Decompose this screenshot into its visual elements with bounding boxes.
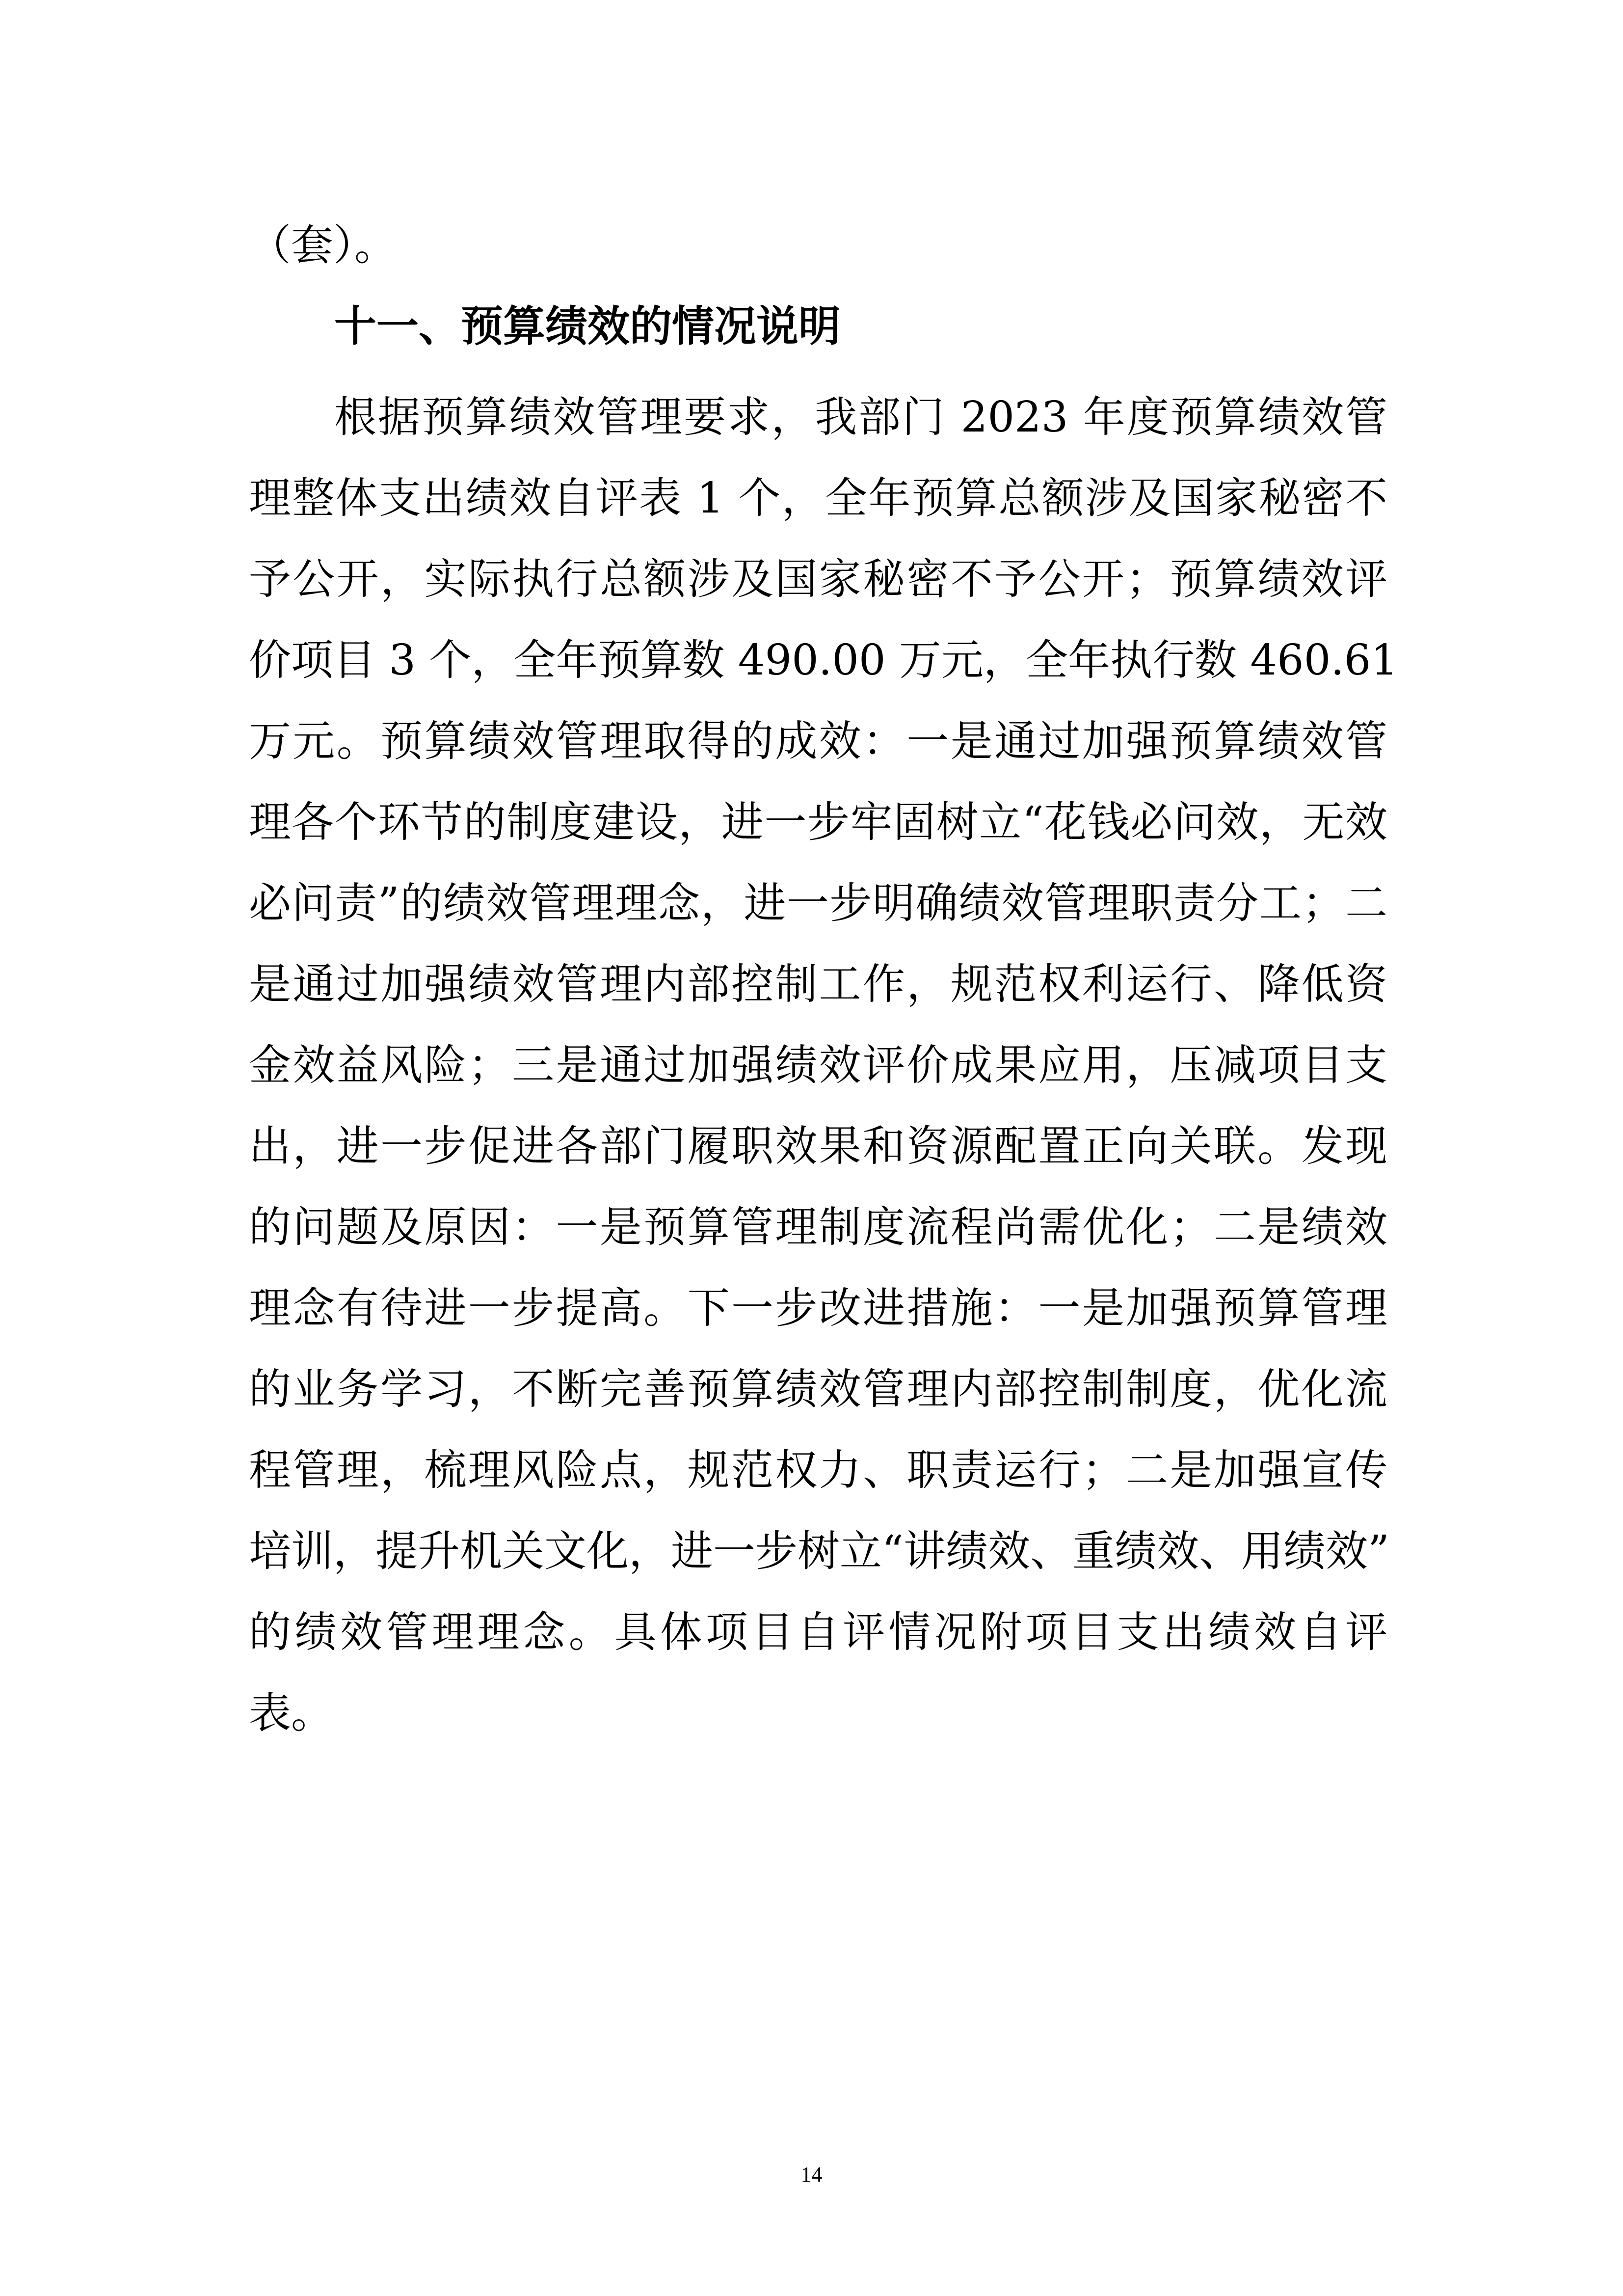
paragraph-line: 出，进一步促进各部门履职效果和资源配置正向关联。发现 <box>249 1122 1387 1171</box>
paragraph-line: 金效益风险；三是通过加强绩效评价成果应用，压减项目支 <box>249 1041 1387 1090</box>
page-number: 14 <box>800 2162 823 2187</box>
paragraph-line: 理各个环节的制度建设，进一步牢固树立“花钱必问效，无效 <box>249 798 1387 847</box>
paragraph-line: 根据预算绩效管理要求，我部门 2023 年度预算绩效管 <box>334 393 1387 442</box>
paragraph-line: 必问责”的绩效管理理念，进一步明确绩效管理职责分工；二 <box>249 879 1387 928</box>
continuation-line: （套）。 <box>249 221 397 270</box>
section-heading: 十一、预算绩效的情况说明 <box>334 302 841 351</box>
paragraph-line: 的业务学习，不断完善预算绩效管理内部控制制度，优化流 <box>249 1365 1387 1414</box>
paragraph-line: 表。 <box>249 1689 333 1738</box>
paragraph-line: 理念有待进一步提高。下一步改进措施：一是加强预算管理 <box>249 1284 1387 1333</box>
paragraph-line: 的问题及原因：一是预算管理制度流程尚需优化；二是绩效 <box>249 1203 1387 1252</box>
paragraph-line: 万元。预算绩效管理取得的成效：一是通过加强预算绩效管 <box>249 717 1387 766</box>
paragraph-line: 理整体支出绩效自评表 1 个，全年预算总额涉及国家秘密不 <box>249 474 1387 523</box>
paragraph-line: 的绩效管理理念。具体项目自评情况附项目支出绩效自评 <box>249 1608 1387 1657</box>
paragraph-line: 是通过加强绩效管理内部控制工作，规范权利运行、降低资 <box>249 960 1387 1009</box>
paragraph-line: 予公开，实际执行总额涉及国家秘密不予公开；预算绩效评 <box>249 555 1387 604</box>
paragraph-line: 价项目 3 个，全年预算数 490.00 万元，全年执行数 460.61 <box>249 636 1398 685</box>
paragraph-line: 程管理，梳理风险点，规范权力、职责运行；二是加强宣传 <box>249 1446 1387 1495</box>
paragraph-line: 培训，提升机关文化，进一步树立“讲绩效、重绩效、用绩效” <box>249 1527 1389 1576</box>
